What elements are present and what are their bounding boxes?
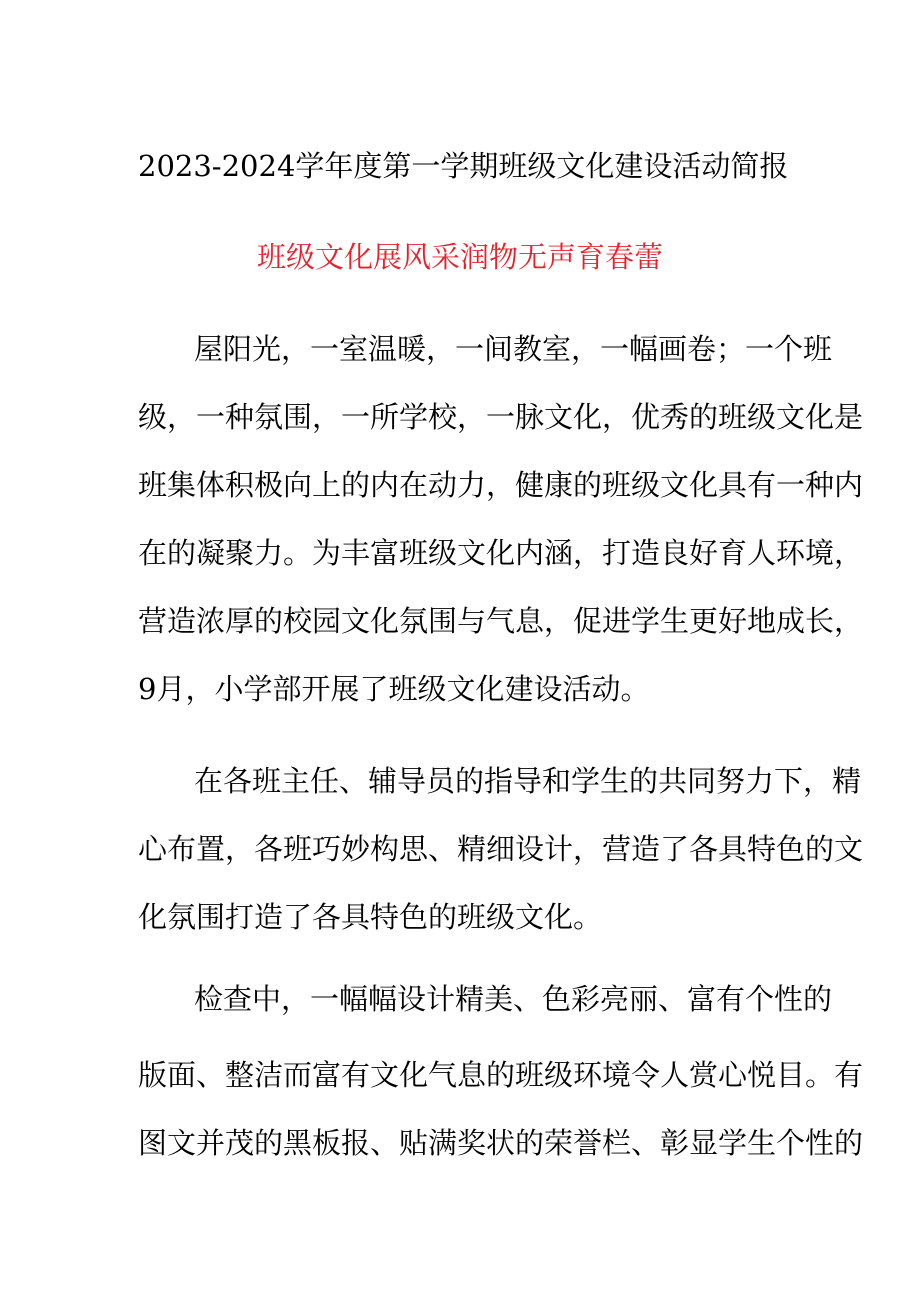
paragraph-line: 检查中，一幅幅设计精美、色彩亮丽、富有个性的 [194, 982, 833, 1016]
paragraph-line: 版面、整洁而富有文化气息的班级环境令人赏心悦目。有 [138, 1058, 864, 1092]
document-title: 2023-2024学年度第一学期班级文化建设活动简报 [138, 149, 789, 183]
paragraph-line: 化氛围打造了各具特色的班级文化。 [138, 900, 603, 934]
paragraph-line: 心布置，各班巧妙构思、精细设计，营造了各具特色的文 [138, 832, 864, 866]
paragraph-line: 在各班主任、辅导员的指导和学生的共同努力下，精 [194, 764, 862, 798]
paragraph-line: 级，一种氛围，一所学校，一脉文化，优秀的班级文化是 [138, 400, 864, 434]
paragraph-line: 班集体积极向上的内在动力，健康的班级文化具有一种内 [138, 468, 864, 502]
paragraph-line: 营造浓厚的校园文化氛围与气息，促进学生更好地成长， [138, 604, 864, 638]
paragraph-line: 图文并茂的黑板报、贴满奖状的荣誉栏、彰显学生个性的 [138, 1126, 864, 1160]
paragraph-line: 9月，小学部开展了班级文化建设活动。 [138, 672, 650, 706]
document-subtitle: 班级文化展风采润物无声育春蕾 [256, 240, 663, 274]
paragraph-line: 屋阳光，一室温暖，一间教室，一幅画卷；一个班 [194, 332, 833, 366]
paragraph-line: 在的凝聚力。为丰富班级文化内涵，打造良好育人环境， [138, 536, 864, 570]
